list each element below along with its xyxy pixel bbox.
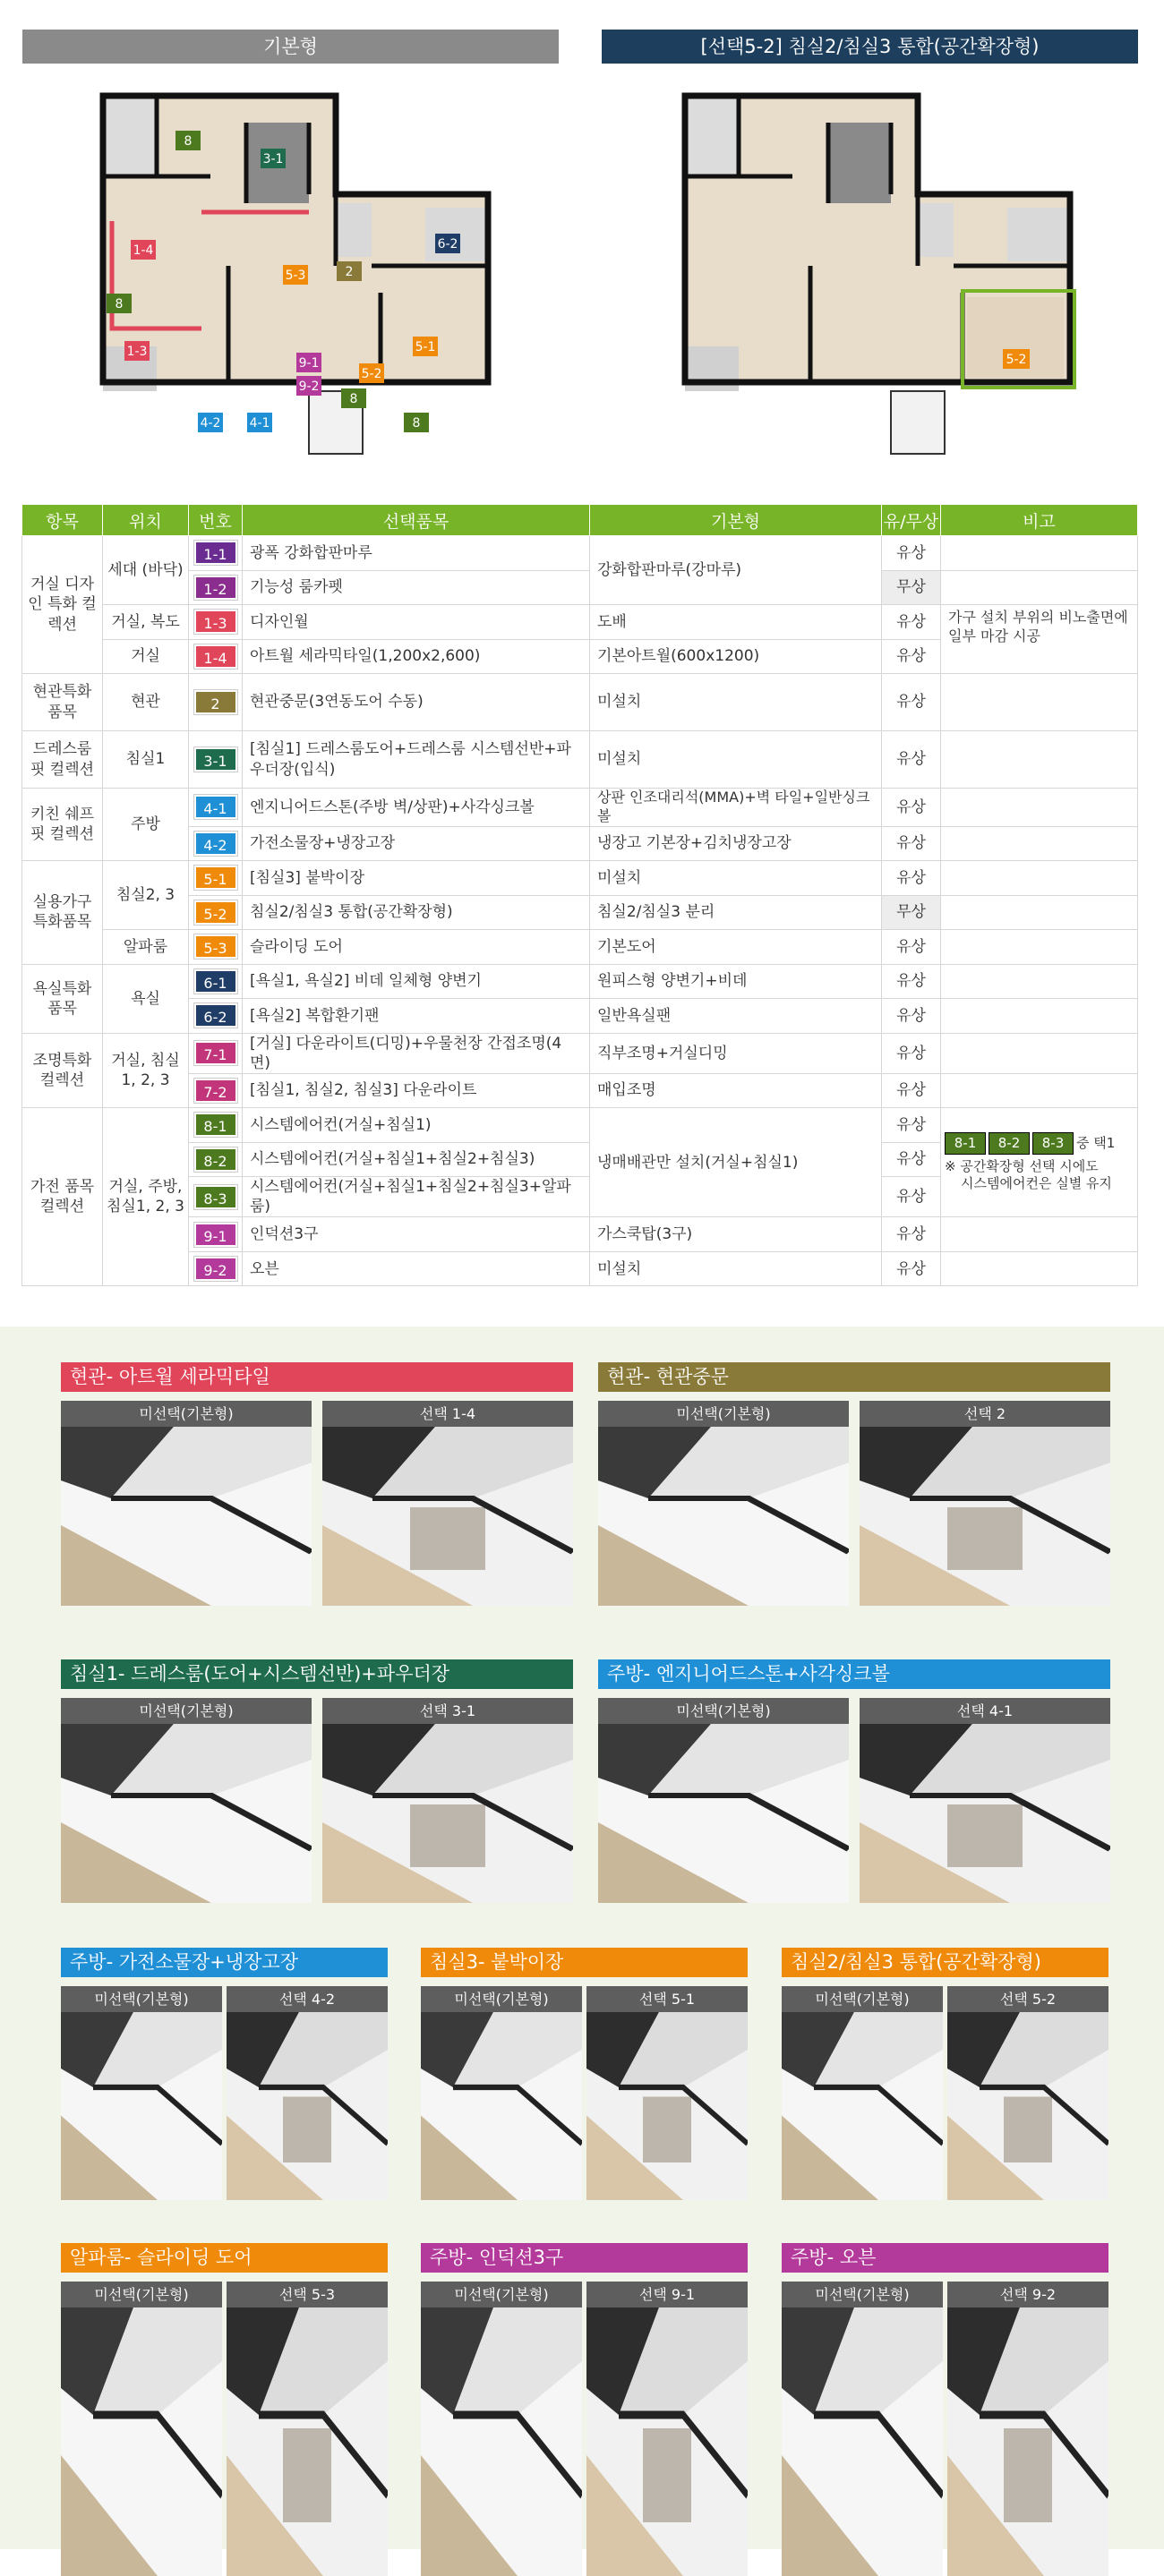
table-row	[22, 964, 1138, 999]
after-label: 선택 5-1	[586, 1986, 748, 2012]
before-image	[598, 1427, 849, 1606]
before-label: 미선택(기본형)	[61, 2282, 222, 2307]
option-number: 1-1	[194, 541, 237, 565]
before-label: 미선택(기본형)	[782, 2282, 943, 2307]
after-image	[947, 2012, 1108, 2200]
col-item: 선택품목	[243, 505, 590, 536]
option-number: 5-1	[194, 866, 237, 890]
after-image	[227, 2012, 388, 2200]
before-label: 미선택(기본형)	[61, 1698, 312, 1724]
paid-cell: 유상	[882, 999, 941, 1034]
gallery-card	[421, 2243, 748, 2576]
gallery-title: 현관- 현관중문	[598, 1362, 1110, 1392]
option-number: 7-1	[194, 1041, 237, 1065]
paid-cell: 유상	[882, 1108, 941, 1143]
after-label: 선택 5-2	[947, 1986, 1108, 2012]
paid-cell: 유상	[882, 964, 941, 999]
after-image	[586, 2307, 748, 2576]
col-paid: 유/무상	[882, 505, 941, 536]
note-chip: 8-3	[1032, 1132, 1074, 1155]
item-cell: [침실1] 드레스룸도어+드레스룸 시스템선반+파우더장(입식)	[243, 731, 590, 789]
option-number: 5-3	[194, 934, 237, 959]
floor-plan-basic	[85, 87, 497, 472]
gallery-title: 주방- 인덕션3구	[421, 2243, 748, 2273]
plan-title-basic: 기본형	[22, 30, 559, 64]
col-note: 비고	[941, 505, 1138, 536]
option-number: 1-4	[194, 644, 237, 669]
gallery-card	[61, 1659, 573, 1903]
after-label: 선택 4-1	[860, 1698, 1110, 1724]
after-image	[860, 1427, 1110, 1606]
table-row	[22, 674, 1138, 731]
gallery-card	[782, 1948, 1108, 2200]
item-cell: 광폭 강화합판마루	[243, 536, 590, 571]
paid-cell: 유상	[882, 1177, 941, 1217]
option-number: 6-2	[194, 1003, 237, 1028]
category-cell: 현관특화 품목	[22, 674, 103, 731]
gallery-title: 주방- 엔지니어드스톤+사각싱크볼	[598, 1659, 1110, 1689]
basic-cell: 매입조명	[590, 1073, 882, 1108]
basic-cell: 도배	[590, 605, 882, 640]
item-cell: [욕실1, 욕실2] 비데 일체형 양변기	[243, 964, 590, 999]
item-cell: [침실1, 침실2, 침실3] 다운라이트	[243, 1073, 590, 1108]
floor-plan-option	[667, 87, 1079, 472]
category-cell: 가전 품목 컬렉션	[22, 1108, 103, 1286]
item-cell: [침실3] 붙박이장	[243, 861, 590, 896]
item-cell: 가전소물장+냉장고장	[243, 826, 590, 861]
option-number: 2	[194, 690, 237, 714]
before-image	[61, 2012, 222, 2200]
after-label: 선택 9-2	[947, 2282, 1108, 2307]
location-cell: 알파룸	[103, 930, 189, 965]
col-location: 위치	[103, 505, 189, 536]
basic-cell: 미설치	[590, 861, 882, 896]
item-cell: [욕실2] 복합환기팬	[243, 999, 590, 1034]
plan-option-label: 9-1	[298, 356, 320, 371]
paid-cell: 유상	[882, 674, 941, 731]
location-cell: 세대 (바닥)	[103, 536, 189, 605]
basic-cell: 미설치	[590, 1251, 882, 1286]
table-row	[22, 999, 1138, 1034]
after-label: 선택 9-1	[586, 2282, 748, 2307]
note-text: 중 택1	[1076, 1134, 1116, 1151]
gallery-title: 침실2/침실3 통합(공간확장형)	[782, 1948, 1108, 1977]
item-cell: 시스템에어컨(거실+침실1+침실2+침실3)	[243, 1142, 590, 1177]
table-row	[22, 1033, 1138, 1073]
after-label: 선택 4-2	[227, 1986, 388, 2012]
item-cell: 시스템에어컨(거실+침실1+침실2+침실3+알파룸)	[243, 1177, 590, 1217]
item-cell: 디자인월	[243, 605, 590, 640]
paid-cell: 유상	[882, 930, 941, 965]
category-cell: 조명특화 컬렉션	[22, 1033, 103, 1108]
after-image	[227, 2307, 388, 2576]
plan-option-label: 8	[184, 134, 193, 149]
gallery-card	[782, 2243, 1108, 2576]
basic-cell: 냉장고 기본장+김치냉장고장	[590, 826, 882, 861]
before-image	[421, 2012, 582, 2200]
paid-cell: 유상	[882, 826, 941, 861]
option-number: 7-2	[194, 1079, 237, 1103]
table-row	[22, 570, 1138, 605]
before-image	[421, 2307, 582, 2576]
category-cell: 드레스룸 핏 컬렉션	[22, 731, 103, 789]
plan-option-label: 4-2	[200, 416, 221, 431]
table-row	[22, 930, 1138, 965]
table-row	[22, 731, 1138, 789]
gallery-title: 주방- 오븐	[782, 2243, 1108, 2273]
plan-option-label: 5-3	[285, 269, 306, 283]
gallery-title: 알파룸- 슬라이딩 도어	[61, 2243, 388, 2273]
table-row	[22, 1073, 1138, 1108]
basic-cell: 원피스형 양변기+비데	[590, 964, 882, 999]
note-text: 시스템에어컨은 실별 유지	[961, 1175, 1112, 1192]
plan-option-label: 1-3	[126, 345, 148, 359]
after-image	[586, 2012, 748, 2200]
table-row	[22, 605, 1138, 640]
after-label: 선택 3-1	[322, 1698, 573, 1724]
after-label: 선택 1-4	[322, 1401, 573, 1427]
location-cell: 욕실	[103, 964, 189, 1033]
basic-cell: 미설치	[590, 731, 882, 789]
basic-cell: 강화합판마루(강마루)	[590, 536, 882, 605]
before-label: 미선택(기본형)	[598, 1401, 849, 1427]
option-table	[21, 504, 1138, 1286]
category-cell: 실용가구 특화품목	[22, 861, 103, 965]
before-label: 미선택(기본형)	[598, 1698, 849, 1724]
before-image	[782, 2307, 943, 2576]
gallery-card	[61, 1362, 573, 1606]
basic-cell: 냉매배관만 설치(거실+침실1)	[590, 1108, 882, 1217]
after-image	[322, 1724, 573, 1903]
basic-cell: 가스쿡탑(3구)	[590, 1217, 882, 1252]
paid-cell: 유상	[882, 639, 941, 674]
before-label: 미선택(기본형)	[421, 1986, 582, 2012]
after-image	[322, 1427, 573, 1606]
plan-option-label: 8	[412, 416, 421, 431]
basic-cell: 기본아트월(600x1200)	[590, 639, 882, 674]
option-number: 9-1	[194, 1223, 237, 1247]
paid-cell: 유상	[882, 789, 941, 827]
note-chip: 8-2	[989, 1132, 1030, 1155]
col-number: 번호	[189, 505, 243, 536]
plan-option-label: 6-2	[437, 237, 458, 252]
before-image	[782, 2012, 943, 2200]
gallery-title: 침실1- 드레스룸(도어+시스템선반)+파우더장	[61, 1659, 573, 1689]
gallery-card	[598, 1362, 1110, 1606]
before-image	[598, 1724, 849, 1903]
col-basic: 기본형	[590, 505, 882, 536]
plan-option-label: 5-1	[415, 340, 436, 354]
table-row	[22, 826, 1138, 861]
location-cell: 침실1	[103, 731, 189, 789]
location-cell: 현관	[103, 674, 189, 731]
paid-cell: 유상	[882, 536, 941, 571]
after-label: 선택 5-3	[227, 2282, 388, 2307]
option-number: 3-1	[194, 747, 237, 772]
item-cell: 엔지니어드스톤(주방 벽/상판)+사각싱크볼	[243, 789, 590, 827]
before-label: 미선택(기본형)	[421, 2282, 582, 2307]
plan-option-label: 9-2	[298, 380, 320, 394]
table-row	[22, 1251, 1138, 1286]
paid-cell: 유상	[882, 1073, 941, 1108]
after-image	[947, 2307, 1108, 2576]
before-label: 미선택(기본형)	[61, 1401, 312, 1427]
basic-cell: 직부조명+거실디밍	[590, 1033, 882, 1073]
before-image	[61, 2307, 222, 2576]
plan-title-option: [선택5-2] 침실2/침실3 통합(공간확장형)	[602, 30, 1138, 64]
paid-cell: 무상	[882, 895, 941, 930]
plan-option-label: 2	[345, 265, 354, 279]
location-cell: 주방	[103, 789, 189, 861]
location-cell: 거실	[103, 639, 189, 674]
option-number: 4-1	[194, 795, 237, 819]
option-number: 1-3	[194, 610, 237, 634]
paid-cell: 유상	[882, 1142, 941, 1177]
paid-cell: 유상	[882, 1251, 941, 1286]
item-cell: 침실2/침실3 통합(공간확장형)	[243, 895, 590, 930]
paid-cell: 무상	[882, 570, 941, 605]
option-number: 8-1	[194, 1113, 237, 1137]
gallery-title: 주방- 가전소물장+냉장고장	[61, 1948, 388, 1977]
paid-cell: 유상	[882, 605, 941, 640]
note-cell	[941, 1108, 1138, 1217]
table-row	[22, 536, 1138, 571]
gallery-section	[0, 1326, 1164, 2549]
item-cell: 인덕션3구	[243, 1217, 590, 1252]
plan-option-label: 1-4	[133, 243, 154, 258]
item-cell: 오븐	[243, 1251, 590, 1286]
plan-option-label: 4-1	[249, 416, 270, 431]
after-label: 선택 2	[860, 1401, 1110, 1427]
gallery-card	[421, 1948, 748, 2200]
before-label: 미선택(기본형)	[782, 1986, 943, 2012]
after-image	[860, 1724, 1110, 1903]
category-cell: 키친 쉐프핏 컬렉션	[22, 789, 103, 861]
plan-option-label: 8	[349, 392, 358, 406]
location-cell: 거실, 복도	[103, 605, 189, 640]
table-row	[22, 861, 1138, 896]
note-text: ※ 공간확장형 선택 시에도	[945, 1157, 1099, 1174]
location-cell: 거실, 침실1, 2, 3	[103, 1033, 189, 1108]
option-number: 4-2	[194, 832, 237, 856]
table-row	[22, 789, 1138, 827]
item-cell: 아트월 세라믹타일(1,200x2,600)	[243, 639, 590, 674]
paid-cell: 유상	[882, 861, 941, 896]
gallery-card	[61, 1948, 388, 2200]
before-image	[61, 1427, 312, 1606]
item-cell: 현관중문(3연동도어 수동)	[243, 674, 590, 731]
option-number: 1-2	[194, 576, 237, 600]
table-row	[22, 1108, 1138, 1143]
basic-cell: 미설치	[590, 674, 882, 731]
plan-option-label: 3-1	[262, 152, 284, 166]
paid-cell: 유상	[882, 1217, 941, 1252]
option-number: 5-2	[194, 900, 237, 925]
item-cell: 기능성 룸카펫	[243, 570, 590, 605]
paid-cell: 유상	[882, 1033, 941, 1073]
gallery-title: 현관- 아트월 세라믹타일	[61, 1362, 573, 1392]
basic-cell: 기본도어	[590, 930, 882, 965]
gallery-card	[61, 2243, 388, 2576]
before-label: 미선택(기본형)	[61, 1986, 222, 2012]
note-cell: 가구 설치 부위의 비노출면에 일부 마감 시공	[941, 605, 1138, 674]
gallery-card	[598, 1659, 1110, 1903]
before-image	[61, 1724, 312, 1903]
table-row	[22, 895, 1138, 930]
gallery-title: 침실3- 붙박이장	[421, 1948, 748, 1977]
basic-cell: 상판 인조대리석(MMA)+벽 타일+일반싱크볼	[590, 789, 882, 827]
option-number: 6-1	[194, 969, 237, 994]
note-chip: 8-1	[945, 1132, 986, 1155]
basic-cell: 일반욕실팬	[590, 999, 882, 1034]
category-cell: 거실 디자인 특화 컬렉션	[22, 536, 103, 674]
category-cell: 욕실특화 품목	[22, 964, 103, 1033]
plan-option-label: 5-2	[1006, 353, 1027, 367]
item-cell: 슬라이딩 도어	[243, 930, 590, 965]
item-cell: [거실] 다운라이트(디밍)+우물천장 간접조명(4면)	[243, 1033, 590, 1073]
item-cell: 시스템에어컨(거실+침실1)	[243, 1108, 590, 1143]
table-row	[22, 1217, 1138, 1252]
plan-option-label: 5-2	[361, 367, 382, 381]
option-number: 8-2	[194, 1147, 237, 1172]
option-number: 9-2	[194, 1257, 237, 1281]
paid-cell: 유상	[882, 731, 941, 789]
option-number: 8-3	[194, 1185, 237, 1209]
basic-cell: 침실2/침실3 분리	[590, 895, 882, 930]
location-cell: 거실, 주방, 침실1, 2, 3	[103, 1108, 189, 1286]
col-category: 항목	[22, 505, 103, 536]
location-cell: 침실2, 3	[103, 861, 189, 930]
plan-option-label: 8	[115, 297, 124, 311]
